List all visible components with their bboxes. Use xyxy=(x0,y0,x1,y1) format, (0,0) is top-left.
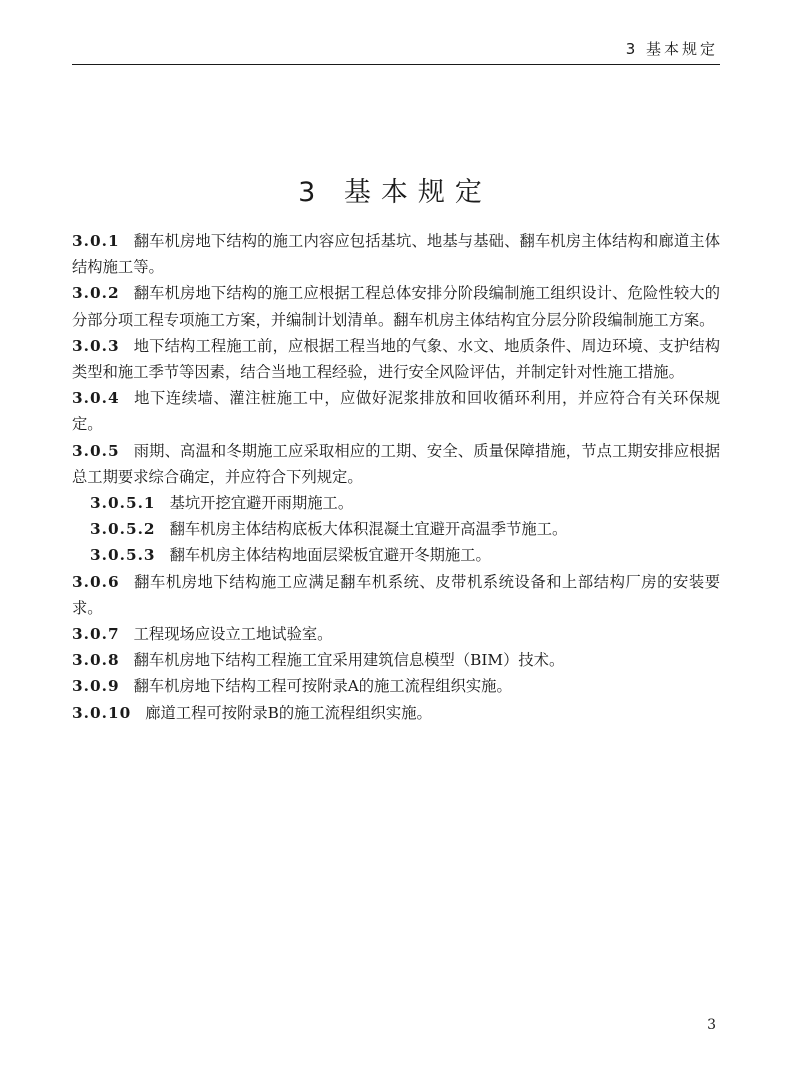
clause-text: 翻车机房地下结构的施工应根据工程总体安排分阶段编制施工组织设计、危险性较大的分部分项工程专项施工方案，并编制计划清单。翻车机房主体结构宜分层分阶段编制施工方案。 xyxy=(72,284,720,329)
clause-text: 翻车机房主体结构地面层梁板宜避开冬期施工。 xyxy=(169,546,491,565)
clause-3-0-3 xyxy=(72,333,720,385)
clause-text: 地下连续墙、灌注桩施工中，应做好泥浆排放和回收循环利用，并应符合有关环保规定。 xyxy=(72,389,720,434)
page-number: 3 xyxy=(707,1017,716,1033)
clause-number: 3.0.6 xyxy=(72,572,120,591)
clause-3-0-1 xyxy=(72,228,720,280)
clause-3-0-7 xyxy=(72,621,720,647)
clause-number: 3.0.1 xyxy=(72,232,120,250)
clause-number: 3.0.5.2 xyxy=(90,520,156,539)
clause-3-0-10 xyxy=(72,700,720,726)
clause-number: 3.0.4 xyxy=(72,389,120,408)
clause-number: 3.0.2 xyxy=(72,284,120,303)
clause-number: 3.0.7 xyxy=(72,625,120,644)
header-rule xyxy=(72,64,720,65)
clause-text: 翻车机房主体结构底板大体积混凝土宜避开高温季节施工。 xyxy=(169,520,568,539)
clause-3-0-5-3 xyxy=(72,542,720,568)
clause-text: 地下结构工程施工前，应根据工程当地的气象、水文、地质条件、周边环境、支护结构类型和施工季节等因素，结合当地工程经验，进行安全风险评估，并制定针对性施工措施。 xyxy=(72,336,720,382)
clause-3-0-4 xyxy=(72,385,720,437)
running-header: 3 基本规定 xyxy=(625,40,718,58)
clause-number: 3.0.5.3 xyxy=(90,546,156,565)
clause-text: 廊道工程可按附录B的施工流程组织实施。 xyxy=(145,703,432,722)
clause-3-0-2 xyxy=(72,280,720,332)
clause-text: 工程现场应设立工地试验室。 xyxy=(133,625,333,644)
clause-number: 3.0.5.1 xyxy=(90,494,156,513)
clause-text: 翻车机房地下结构工程可按附录A的施工流程组织实施。 xyxy=(133,677,512,696)
clause-list xyxy=(72,228,720,726)
clause-3-0-6 xyxy=(72,569,720,621)
clause-text: 翻车机房地下结构的施工内容应包括基坑、地基与基础、翻车机房主体结构和廊道主体结构施工等。 xyxy=(72,232,720,277)
clause-3-0-8 xyxy=(72,647,720,673)
clause-text: 翻车机房地下结构工程施工宜采用建筑信息模型（BIM）技术。 xyxy=(133,651,565,670)
clause-3-0-5 xyxy=(72,438,720,490)
clause-text: 翻车机房地下结构施工应满足翻车机系统、皮带机系统设备和上部结构厂房的安装要求。 xyxy=(72,572,720,617)
clause-number: 3.0.8 xyxy=(72,651,120,670)
clause-text: 雨期、高温和冬期施工应采取相应的工期、安全、质量保障措施，节点工期安排应根据总工期要求综合确定，并应符合下列规定。 xyxy=(72,441,720,486)
clause-number: 3.0.3 xyxy=(72,336,120,355)
clause-3-0-5-2 xyxy=(72,516,720,542)
clause-number: 3.0.10 xyxy=(72,703,132,722)
clause-number: 3.0.9 xyxy=(72,677,120,696)
clause-3-0-5-1 xyxy=(72,490,720,516)
clause-text: 基坑开挖宜避开雨期施工。 xyxy=(169,494,354,513)
clause-number: 3.0.5 xyxy=(72,441,120,460)
chapter-title: 3 基本规定 xyxy=(298,177,492,208)
clause-3-0-9 xyxy=(72,673,720,699)
